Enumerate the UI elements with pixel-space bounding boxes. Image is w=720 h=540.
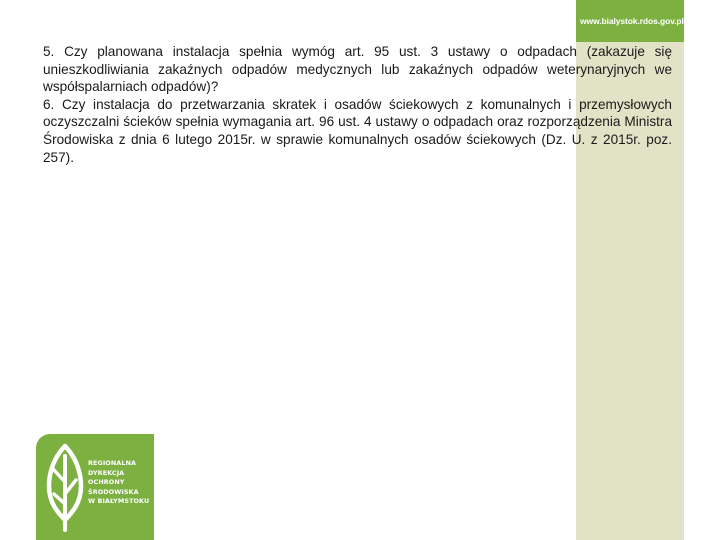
logo-text [88,459,152,507]
logo-line: REGIONALNA [88,459,137,467]
rdos-logo [36,434,154,540]
document-content [43,43,672,166]
question-6: 6. Czy instalacja do przetwarzania skratek i osadów ściekowych z komunalnych i przemysłowych oczyszczalni ścieków spełnia wymagania art. 96 ust. 4 ustawy o odpadach oraz rozporządzenia Ministra Środowiska z dnia 6 lutego 2015r. w sprawie komunalnych osadów ściekowych (Dz. U. z 2015r. poz. 257). [43,96,672,165]
leaf-icon [42,442,88,534]
logo-line: OCHRONY [88,478,125,487]
website-url[interactable]: www.bialystok.rdos.gov.pl [580,16,684,26]
logo-line: ŚRODOWISKA [88,487,139,496]
question-5: 5. Czy planowana instalacja spełnia wymóg art. 95 ust. 3 ustawy o odpadach (zakazuje się unieszkodliwiania zakaźnych odpadów medycznych lub zakaźnych odpadów weterynaryjnych we współspalarniach odpadów)? [43,44,672,95]
logo-line: W BIAŁYMSTOKU [88,497,150,506]
logo-line: DYREKCJA [88,468,125,477]
